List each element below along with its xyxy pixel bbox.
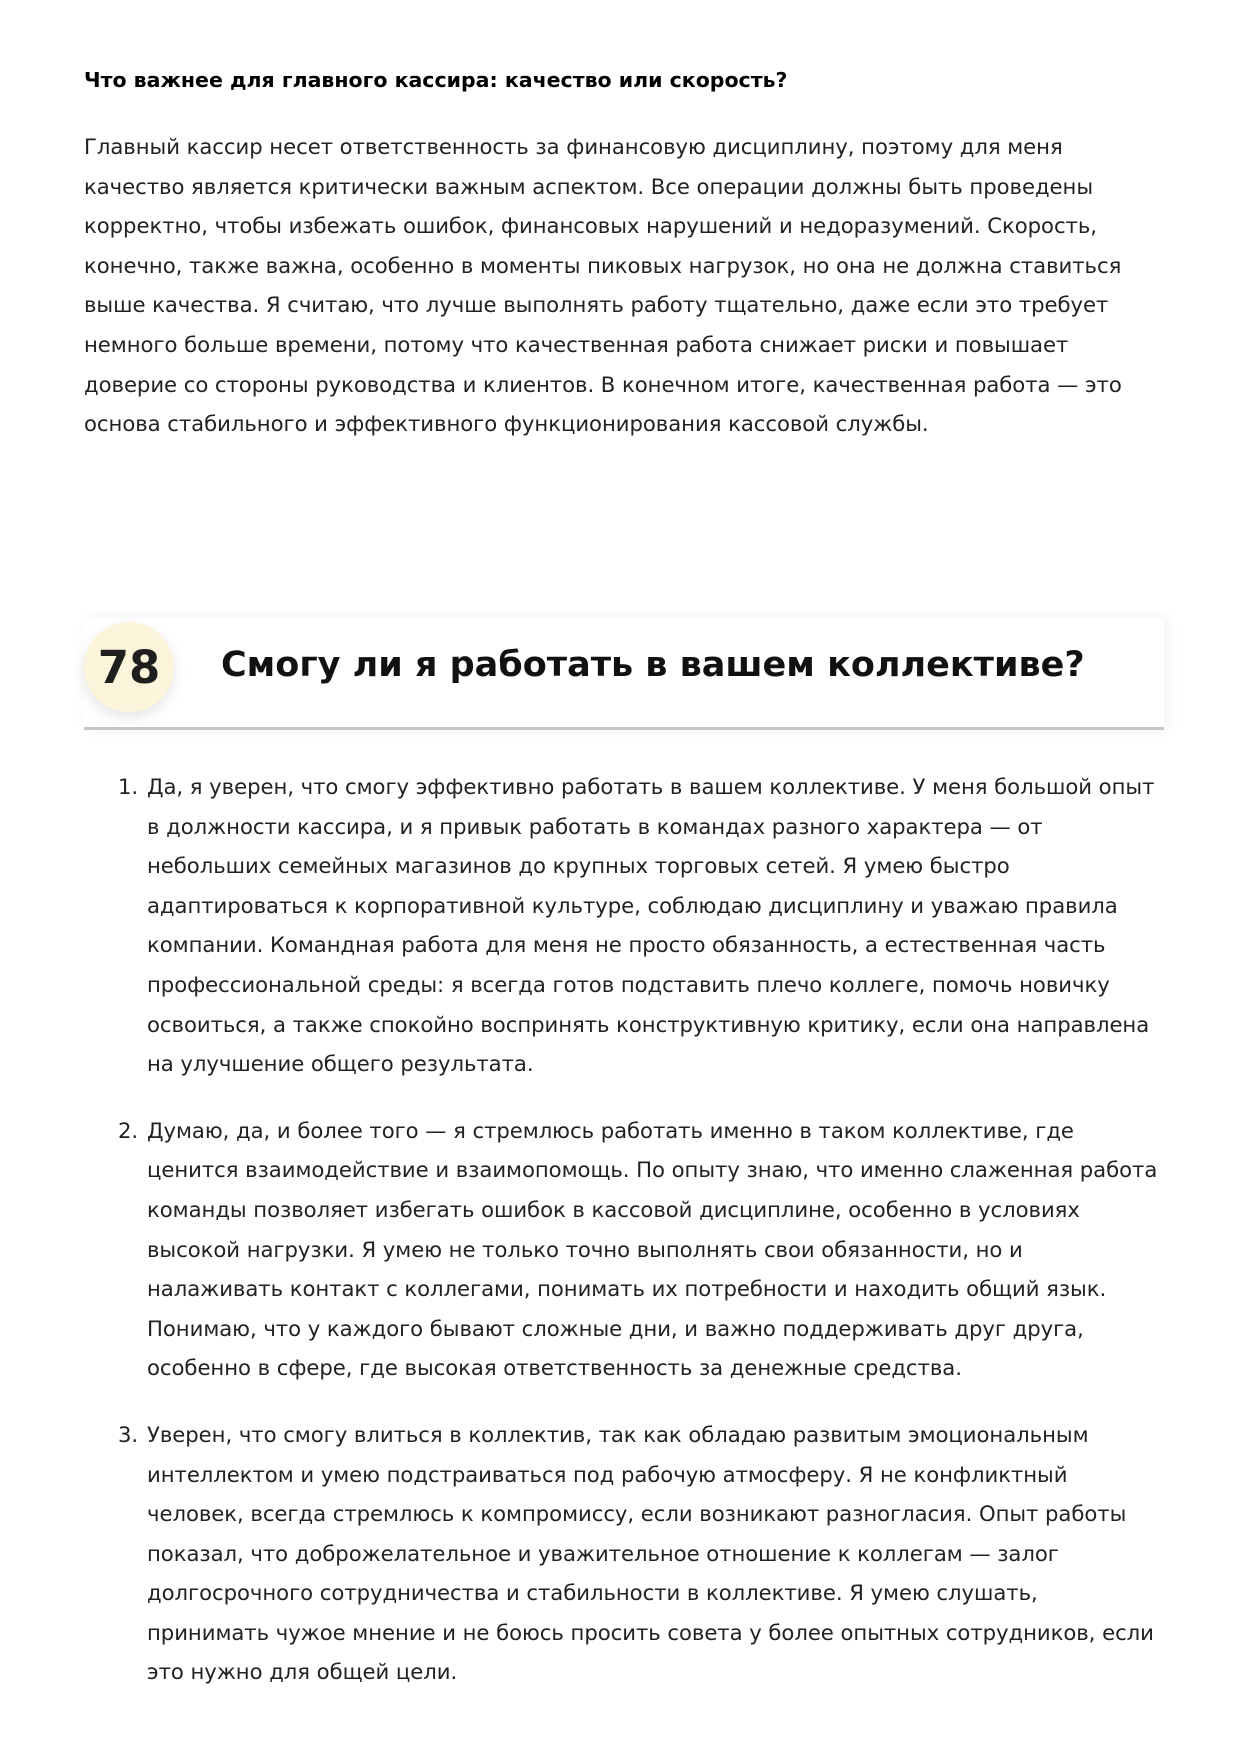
answer-list <box>84 767 1164 1719</box>
section-number-badge: 78 <box>84 622 174 712</box>
answer-text: Да, я уверен, что смогу эффективно работать в вашем коллективе. У меня большой опыт в должности кассира, и я привык работать в командах разного характера — от небольших семейных магазинов до крупных торговых сетей. Я умею быстро адаптироваться к корпоративной культуре, соблюдаю дисциплину и уважаю правила компании. Командная работа для меня не просто обязанность, а естественная часть профессиональной среды: я всегда готов подставить плечо коллеге, помочь новичку освоиться, а также спокойно воспринять конструктивную критику, если она направлена на улучшение общего результата. <box>147 774 1155 1077</box>
section-divider <box>84 727 1164 730</box>
previous-question-answer: Главный кассир несет ответственность за финансовую дисциплину, поэтому для меня качество является критически важным аспектом. Все операции должны быть проведены корректно, чтобы избежать ошибок, финансовых нарушений и недоразумений. Скорость, конечно, также важна, особенно в моменты пиковых нагрузок, но она не должна ставиться выше качества. Я считаю, что лучше выполнять работу тщательно, даже если это требует немного больше времени, потому что качественная работа снижает риски и повышает доверие со стороны руководства и клиентов. В конечном итоге, качественная работа — это основа стабильного и эффективного функционирования кассовой службы. <box>84 134 1122 437</box>
section-title: Смогу ли я работать в вашем коллективе? <box>221 645 1085 685</box>
answer-item <box>84 1415 1164 1692</box>
section-header <box>84 618 1164 730</box>
previous-question-title: Что важнее для главного кассира: качество или скорость? <box>84 68 788 92</box>
answer-text: Думаю, да, и более того — я стремлюсь работать именно в таком коллективе, где ценится взаимодействие и взаимопомощь. По опыту знаю, что именно слаженная работа команды позволяет избегать ошибок в кассовой дисциплине, особенно в условиях высокой нагрузки. Я умею не только точно выполнять свои обязанности, но и налаживать контакт с коллегами, понимать их потребности и находить общий язык. Понимаю, что у каждого бывают сложные дни, и важно поддерживать друг друга, особенно в сфере, где высокая ответственность за денежные средства. <box>147 1117 1158 1381</box>
answer-number: 2. <box>118 1117 139 1143</box>
answer-item <box>84 1111 1164 1388</box>
answer-text: Уверен, что смогу влиться в коллектив, так как обладаю развитым эмоциональным интеллектом и умею подстраиваться под рабочую атмосферу. Я не конфликтный человек, всегда стремлюсь к компромиссу, если возникают разногласия. Опыт работы показал, что доброжелательное и уважительное отношение к коллегам — залог долгосрочного сотрудничества и стабильности в коллективе. Я умею слушать, принимать чужое мнение и не боюсь просить совета у более опытных сотрудников, если это нужно для общей цели. <box>147 1421 1154 1685</box>
answer-number: 3. <box>118 1421 139 1447</box>
answer-number: 1. <box>118 774 139 799</box>
answer-item <box>84 767 1164 1084</box>
